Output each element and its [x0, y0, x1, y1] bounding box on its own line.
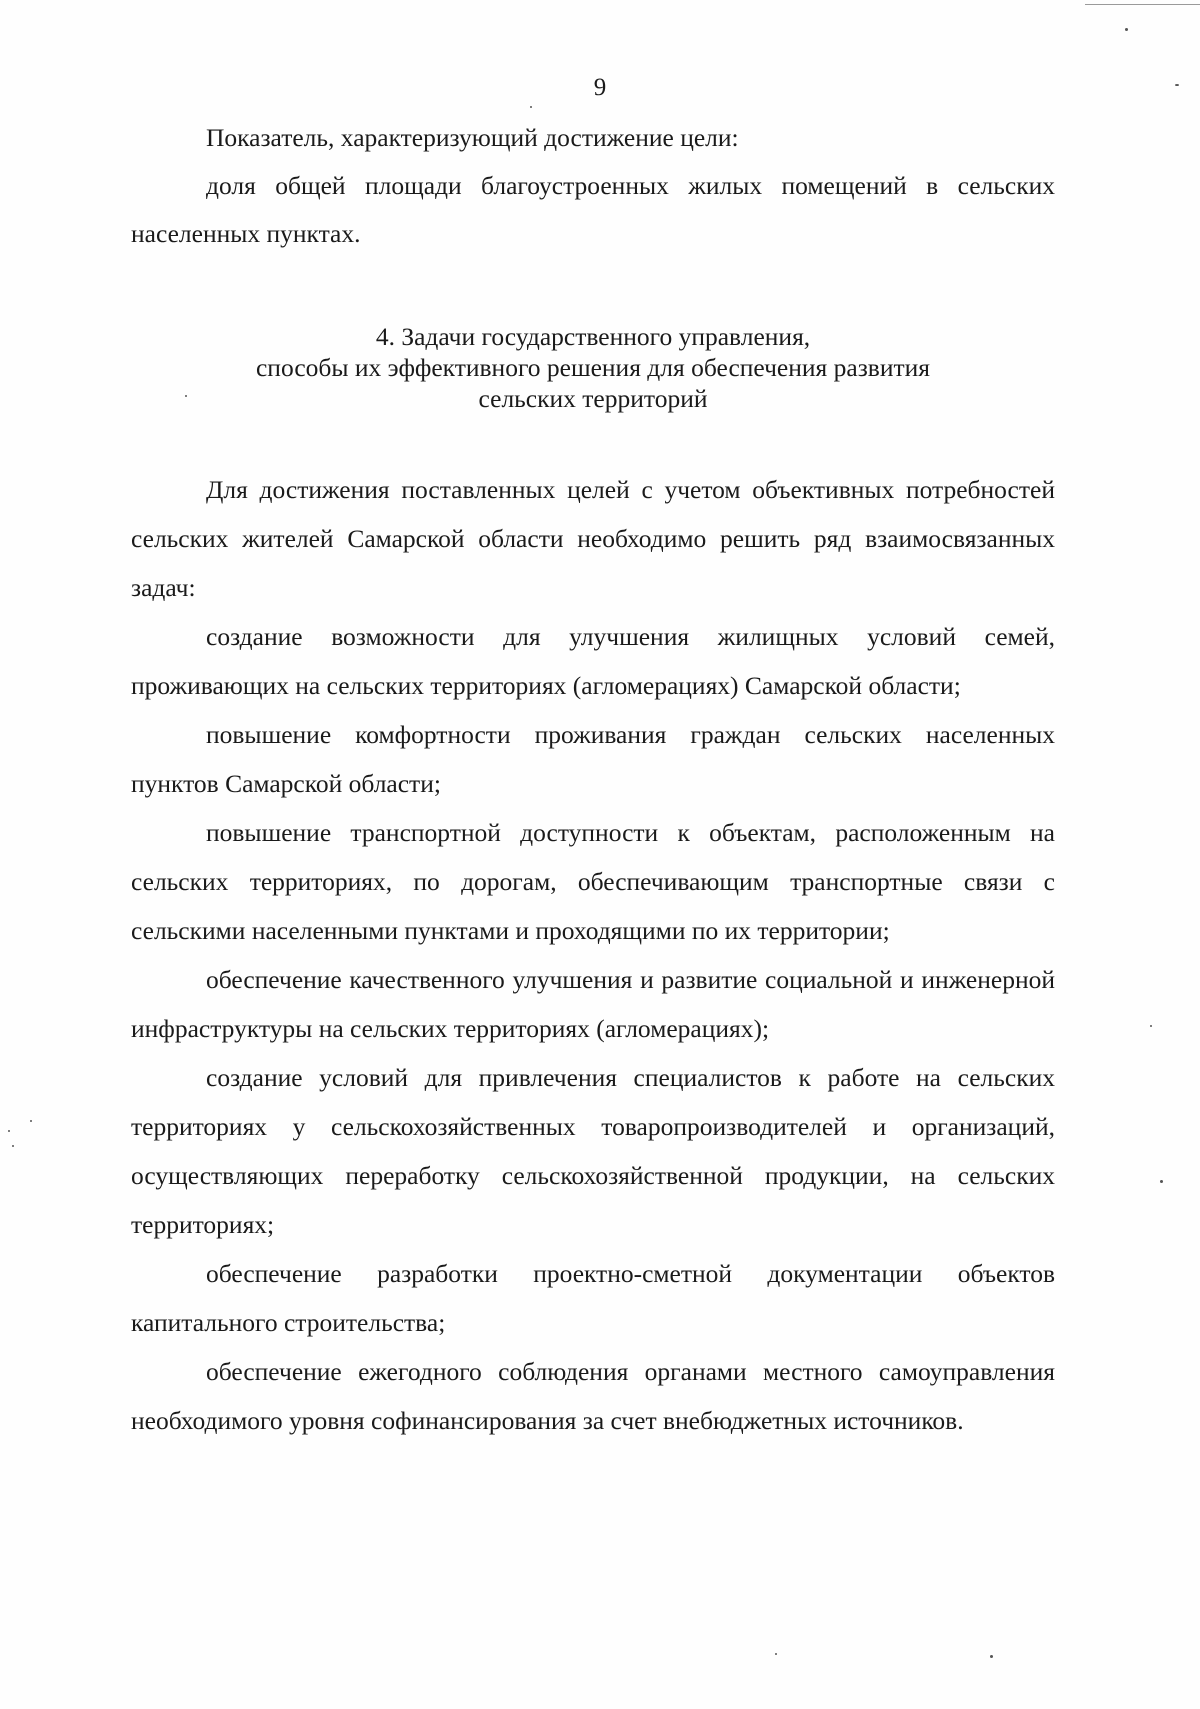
scan-speck — [775, 1653, 777, 1655]
section-heading-line-1: 4. Задачи государственного управления, — [375, 322, 811, 351]
scan-speck — [530, 106, 532, 108]
scan-edge-line — [1085, 4, 1200, 5]
task-item: создание условий для привлечения специалистов к работе на сельских территориях у сельскохозяйственных товаропроизводителей и организаций, осуществляющих переработку сельскохозяйственной продукции, на сельских территориях; — [131, 1063, 1055, 1239]
indicator-value: доля общей площади благоустроенных жилых помещений в сельских населенных пунктах. — [131, 171, 1055, 248]
goal-indicator-block — [131, 113, 1055, 258]
task-item: обеспечение качественного улучшения и развитие социальной и инженерной инфраструктуры на сельских территориях (агломерациях); — [131, 965, 1055, 1043]
scan-speck — [185, 395, 187, 397]
page-number — [0, 74, 1200, 102]
scan-speck — [1150, 1025, 1152, 1027]
indicator-label: Показатель, характеризующий достижение цели: — [206, 123, 739, 152]
scan-speck — [8, 1130, 10, 1132]
scan-speck — [12, 1145, 14, 1147]
section-heading-line-2: способы их эффективного решения для обеспечения развития — [255, 353, 930, 382]
tasks-intro-paragraph: Для достижения поставленных целей с учетом объективных потребностей сельских жителей Самарской области необходимо решить ряд взаимосвязанных задач: — [131, 475, 1055, 602]
task-item: создание возможности для улучшения жилищных условий семей, проживающих на сельских территориях (агломерациях) Самарской области; — [131, 622, 1055, 700]
task-item: обеспечение разработки проектно-сметной документации объектов капитального строительства; — [131, 1259, 1055, 1337]
scan-speck — [1160, 1180, 1163, 1183]
scan-speck — [1125, 28, 1128, 31]
scan-speck — [990, 1655, 993, 1658]
page-number-text: 9 — [593, 74, 607, 101]
task-item: повышение транспортной доступности к объектам, расположенным на сельских территориях, по дорогам, обеспечивающим транспортные связи с сельскими населенными пунктами и проходящими по их территории; — [131, 818, 1055, 945]
section-heading — [131, 321, 1055, 414]
scan-speck — [30, 1120, 32, 1122]
task-item: обеспечение ежегодного соблюдения органами местного самоуправления необходимого уровня софинансирования за счет внебюджетных источников. — [131, 1357, 1055, 1435]
scan-speck — [1175, 84, 1179, 86]
task-item: повышение комфортности проживания граждан сельских населенных пунктов Самарской области; — [131, 720, 1055, 798]
section-heading-line-3: сельских территорий — [478, 384, 708, 413]
tasks-block — [131, 465, 1055, 1445]
